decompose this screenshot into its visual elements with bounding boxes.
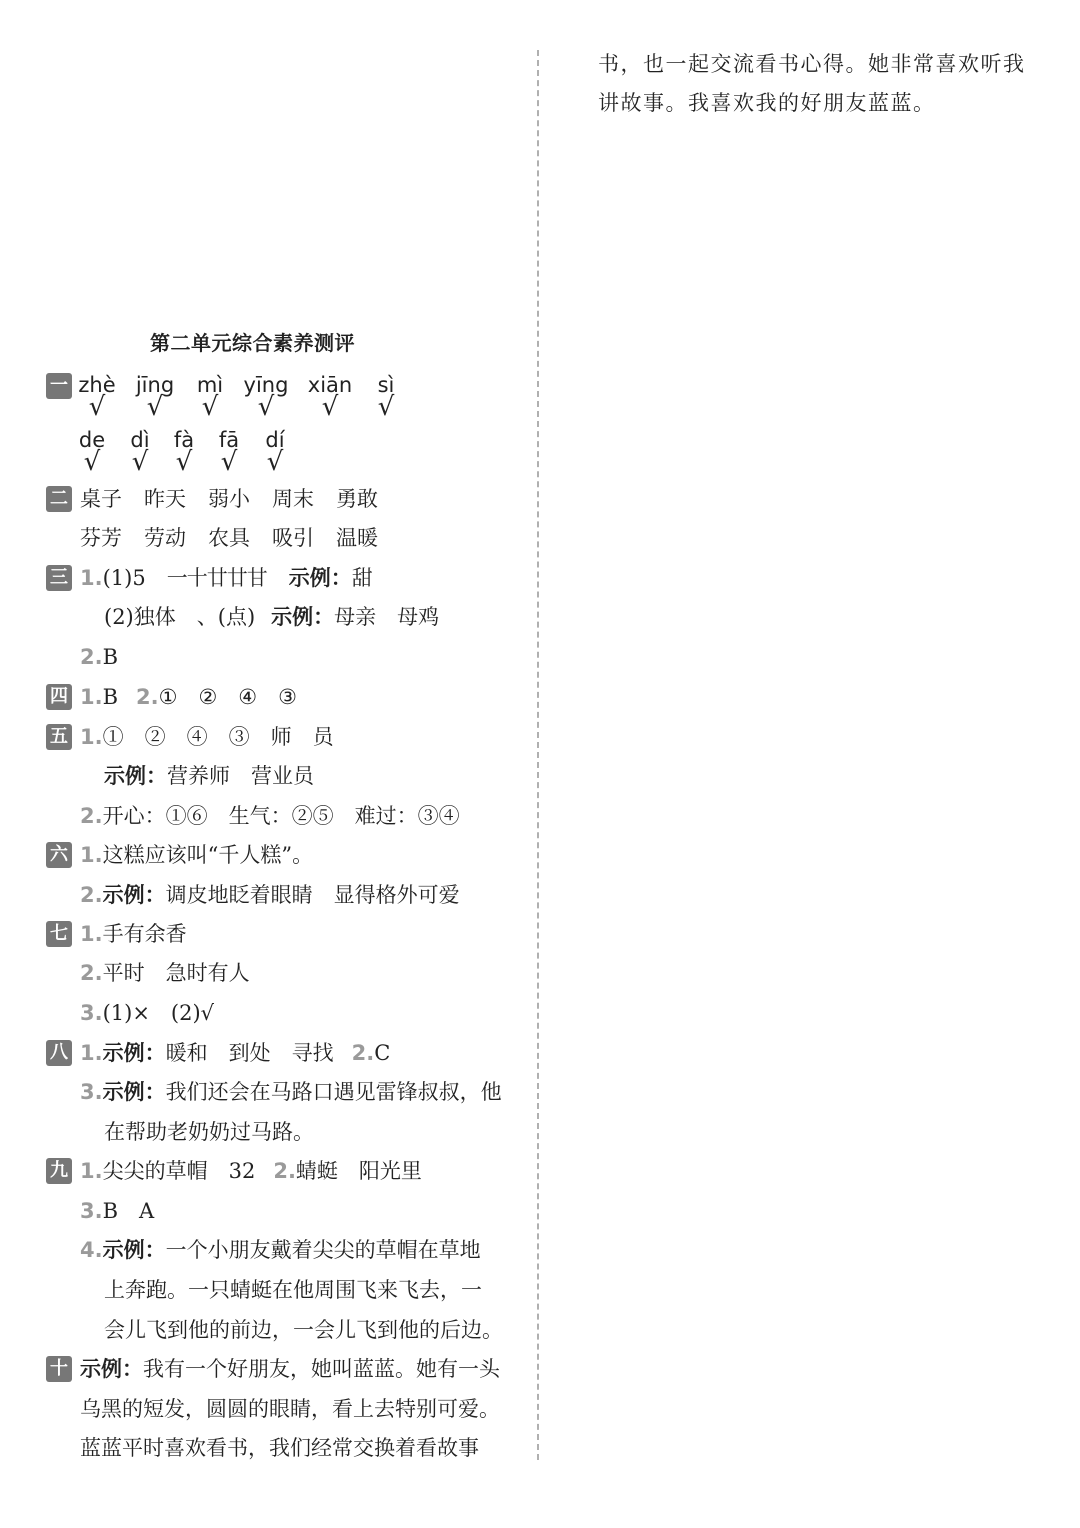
answer-text: (2)独体 、(点) [104,605,256,629]
item-number: 3. [80,1001,103,1025]
s9-line-2 [80,1197,154,1225]
answer-text: 这糕应该叫“千人糕”。 [102,843,314,867]
section-badge-9: 九 [46,1158,72,1184]
pinyin: de [78,428,106,452]
right-line-2: 讲故事。我喜欢我的好朋友蓝蓝。 [598,91,936,115]
right-line-1: 书，也一起交流看书心得。她非常喜欢听我 [598,52,1026,76]
answer-text: 蜻蜓 阳光里 [295,1159,422,1183]
section-badge-3: 三 [46,565,72,591]
word: 弱小 [208,487,250,511]
s4-line-1 [80,683,297,711]
s7-line-2 [80,959,250,987]
s7-line-1 [80,920,187,948]
word: 勇敢 [336,487,378,511]
example-label: 示例： [104,764,167,788]
answer-text: 一个小朋友戴着尖尖的草帽在草地 [165,1238,481,1262]
s5-line-1 [80,723,334,751]
word: 吸引 [272,526,314,550]
answer-text: 调皮地眨着眼睛 显得格外可爱 [165,883,460,907]
section-badge-7: 七 [46,921,72,947]
answer-text: B A [102,1199,155,1223]
answer-text: ① ② ④ ③ [158,685,297,709]
section-badge-8: 八 [46,1040,72,1066]
check-mark: √ [220,447,238,477]
answer-text: (1)× (2)√ [102,1001,215,1025]
word: 昨天 [144,487,186,511]
check-mark: √ [321,392,339,422]
pinyin: sì [377,373,395,397]
word: 芬芳 [80,526,122,550]
s6-line-1 [80,841,313,869]
words-row-1 [80,485,378,513]
example-label: 示例： [102,1080,166,1104]
example-label: 示例： [102,1041,166,1065]
item-number: 3. [80,1199,103,1223]
s5-line-3 [80,802,460,830]
pinyin: yīng [243,373,289,397]
s9-line-4: 上奔跑。一只蜻蜓在他周围飞来飞去，一 [104,1278,482,1302]
example-label: 示例： [288,566,352,590]
answer-text: 母亲 母鸡 [334,605,440,629]
answer-text: (1)5 [102,566,167,590]
word: 劳动 [144,526,186,550]
answer-text: 手有余香 [102,922,187,946]
item-number: 2. [80,645,103,669]
item-number: 2. [80,804,103,828]
item-number: 1. [80,725,103,749]
check-mark: √ [377,392,395,422]
word: 周末 [272,487,314,511]
answer-text: 我有一个好朋友，她叫蓝蓝。她有一头 [143,1357,500,1381]
s10-line-1 [80,1355,500,1383]
pinyin: dí [265,428,285,452]
s10-line-2: 乌黑的短发，圆圆的眼睛，看上去特别可爱。 [80,1397,500,1421]
check-mark: √ [175,447,193,477]
s10-line-3: 蓝蓝平时喜欢看书，我们经常交换着看故事 [80,1436,479,1460]
pinyin: jīng [135,373,175,397]
example-label: 示例： [102,1238,166,1262]
example-label: 示例： [102,883,166,907]
stroke-order: 一十廿廿甘 [166,566,267,590]
s3-line-2 [104,603,439,631]
answer-text: 平时 急时有人 [102,961,250,985]
check-mark: √ [131,447,149,477]
pinyin: zhè [78,373,116,397]
s3-line-3 [80,643,118,671]
words-row-2 [80,524,378,552]
section-badge-10: 十 [46,1356,72,1382]
s6-line-2 [80,881,460,909]
item-number: 2. [136,685,159,709]
s9-line-5: 会儿飞到他的前边，一会儿飞到他的后边。 [104,1318,503,1342]
s3-line-1 [80,564,373,592]
word: 温暖 [336,526,378,550]
section-badge-6: 六 [46,842,72,868]
s8-line-1 [80,1039,390,1067]
pinyin: fā [218,428,240,452]
answer-text: 开心：①⑥ 生气：②⑤ 难过：③④ [102,804,460,828]
item-number: 2. [273,1159,296,1183]
column-divider [537,50,539,1460]
answer-text: C [374,1041,391,1065]
item-number: 3. [80,1080,103,1104]
check-mark: √ [257,392,275,422]
pinyin: xiān [307,373,353,397]
item-number: 1. [80,1159,103,1183]
section-badge-1: 一 [46,373,72,399]
answer-text: 甜 [351,566,373,590]
s8-line-2 [80,1078,502,1106]
word: 农具 [208,526,250,550]
s5-line-2 [104,762,314,790]
item-number: 2. [80,883,103,907]
example-label: 示例： [80,1357,143,1381]
answer-text: 我们还会在马路口遇见雷锋叔叔，他 [165,1080,502,1104]
answer-text: 尖尖的草帽 32 [102,1159,256,1183]
item-number: 2. [80,961,103,985]
item-number: 1. [80,1041,103,1065]
check-mark: √ [146,392,164,422]
example-label: 示例： [271,605,335,629]
item-number: 4. [80,1238,103,1262]
answer-text: 营养师 营业员 [167,764,314,788]
answer-text: B [102,685,119,709]
word: 桌子 [80,487,122,511]
answer-text: 暖和 到处 寻找 [165,1041,334,1065]
check-mark: √ [83,447,101,477]
section-badge-4: 四 [46,684,72,710]
s9-line-3 [80,1236,481,1264]
section-badge-2: 二 [46,486,72,512]
check-mark: √ [88,392,106,422]
s9-line-1 [80,1157,422,1185]
item-number: 2. [351,1041,375,1065]
answer-text: ① ② ④ ③ 师 员 [102,725,334,749]
item-number: 1. [80,843,103,867]
s7-line-3 [80,999,214,1027]
pinyin: mì [196,373,224,397]
check-mark: √ [201,392,219,422]
pinyin: dì [130,428,150,452]
page-title: 第二单元综合素养测评 [150,331,355,355]
item-number: 1. [80,566,103,590]
pinyin: fà [173,428,195,452]
item-number: 1. [80,922,103,946]
answer-text: B [102,645,119,669]
section-badge-5: 五 [46,724,72,750]
item-number: 1. [80,685,103,709]
s8-line-3: 在帮助老奶奶过马路。 [104,1120,314,1144]
check-mark: √ [266,447,284,477]
